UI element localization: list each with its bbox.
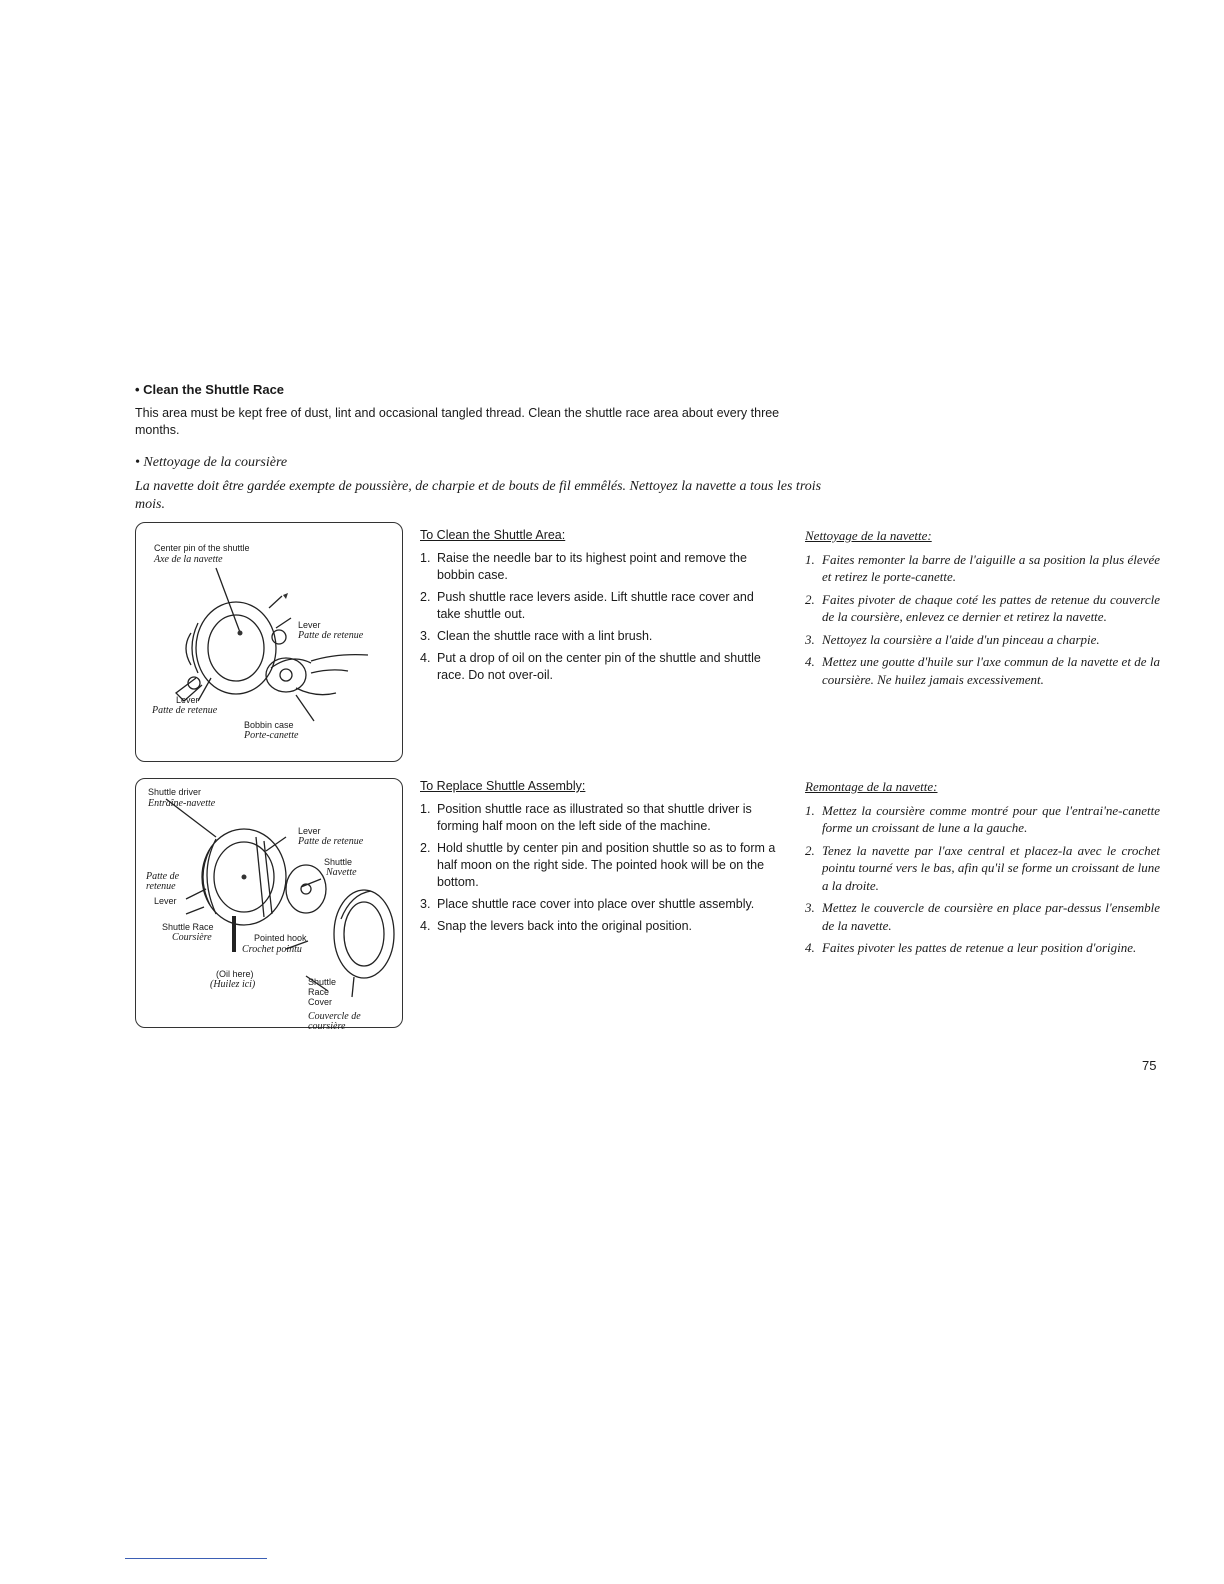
section-heading-fr: • Nettoyage de la coursière (135, 455, 288, 470)
step-item: 4. Snap the levers back into the original position. (420, 919, 693, 933)
intro-paragraph-fr: La navette doit être gardée exempte de poussière, de charpie et de bouts de fil emmêlés. Nettoyez la navette a tous les trois mois. (135, 479, 822, 512)
label-lever-right: Lever (298, 620, 321, 630)
step-item: 3. Mettez le couvercle de coursière en place par-dessus l'ensemble de la navette. (805, 900, 1160, 933)
label-pointed-hook: Pointed hook (254, 933, 307, 943)
label-lever-right-fr: Patte de retenue (298, 836, 364, 847)
step-item: 1. Raise the needle bar to its highest point and remove the bobbin case. (420, 551, 747, 582)
label-race-cover: Shuttle Race Cover (308, 977, 337, 1007)
section-heading: • Clean the Shuttle Race (135, 382, 285, 397)
replace-steps-en (420, 801, 780, 935)
step-item: 2. Push shuttle race levers aside. Lift shuttle race cover and take shuttle out. (420, 590, 754, 621)
label-pointed-hook-fr: Crochet pointu (242, 944, 302, 955)
figure-replace-shuttle (135, 778, 403, 1032)
label-lever-right-fr: Patte de retenue (298, 630, 364, 641)
label-lever-left-fr: Patte de retenue (152, 705, 218, 716)
step-item: 3. Place shuttle race cover into place over shuttle assembly. (420, 897, 755, 911)
step-item: 1. Faites remonter la barre de l'aiguille a sa position la plus élevée et retirez le porte-canette. (805, 551, 1160, 584)
step-item: 3. Nettoyez la coursière a l'aide d'un pinceau a charpie. (805, 631, 1100, 647)
intro-paragraph: This area must be kept free of dust, lint and occasional tangled thread. Clean the shuttle race area about every three months. (135, 406, 780, 437)
step-item: 1. Mettez la coursière comme montré pour que l'entrai'ne-canette forme un croissant de lune a la gauche. (805, 802, 1160, 835)
step-item: 4. Put a drop of oil on the center pin of the shuttle and shuttle race. Do not over-oil. (420, 651, 761, 682)
label-center-pin-fr: Axe de la navette (154, 554, 223, 565)
label-lever-left: Lever (176, 695, 199, 705)
label-race-cover-fr: Couvercle de coursière (308, 1011, 361, 1032)
step-item: 4. Faites pivoter les pattes de retenue a leur position d'origine. (805, 940, 1137, 955)
label-oil-here: (Oil here) (216, 969, 254, 979)
replace-instructions-en (420, 778, 780, 940)
clean-steps-fr (805, 551, 1160, 689)
label-shuttle-race-fr: Coursière (172, 932, 212, 943)
label-lever-right: Lever (298, 826, 321, 836)
footer-rule (125, 1558, 267, 1559)
clean-instructions-en (420, 527, 780, 689)
clean-title-fr: Nettoyage de la navette: (805, 528, 932, 543)
step-item: 1. Position shuttle race as illustrated so that shuttle driver is forming half moon on the left side of the machine. (420, 802, 752, 833)
replace-title-en: To Replace Shuttle Assembly: (420, 779, 586, 793)
label-lever-left-fr: Patte de retenue (146, 871, 180, 892)
replace-steps-fr (805, 802, 1160, 957)
label-bobbin-case-fr: Porte-canette (244, 730, 299, 741)
label-shuttle: Shuttle (324, 857, 353, 867)
step-item: 3. Clean the shuttle race with a lint brush. (420, 629, 653, 643)
replace-instructions-fr (805, 778, 1160, 962)
label-shuttle-fr: Navette (326, 867, 357, 878)
step-item: 2. Hold shuttle by center pin and position shuttle so as to form a half moon on the right side. The pointed hook will be on the bottom. (420, 841, 776, 889)
step-item: 4. Mettez une goutte d'huile sur l'axe commun de la navette et de la coursière. Ne huilez jamais excessivement. (805, 654, 1160, 687)
replace-title-fr: Remontage de la navette: (805, 779, 938, 794)
clean-title-en: To Clean the Shuttle Area: (420, 528, 566, 542)
page-number: 75 (1142, 1058, 1157, 1073)
clean-steps-en (420, 550, 780, 684)
label-shuttle-driver: Shuttle driver (148, 787, 202, 797)
step-item: 2. Faites pivoter de chaque coté les pattes de retenue du couvercle de la coursière, enlevez ce dernier et retirez la navette. (805, 591, 1160, 624)
label-bobbin-case: Bobbin case (244, 720, 294, 730)
label-center-pin: Center pin of the shuttle (154, 543, 250, 553)
step-item: 2. Tenez la navette par l'axe central et placez-la avec le crochet pointu tourné vers le bas, afin qu'il se forme un croissant de lune a la droite. (805, 842, 1160, 893)
label-shuttle-driver-fr: Entraîne-navette (148, 798, 216, 809)
label-oil-here-fr: (Huilez ici) (210, 979, 256, 990)
label-lever-left: Lever (154, 896, 177, 906)
label-shuttle-race: Shuttle Race (162, 922, 214, 932)
figure-clean-shuttle (135, 522, 403, 762)
clean-instructions-fr (805, 527, 1160, 693)
